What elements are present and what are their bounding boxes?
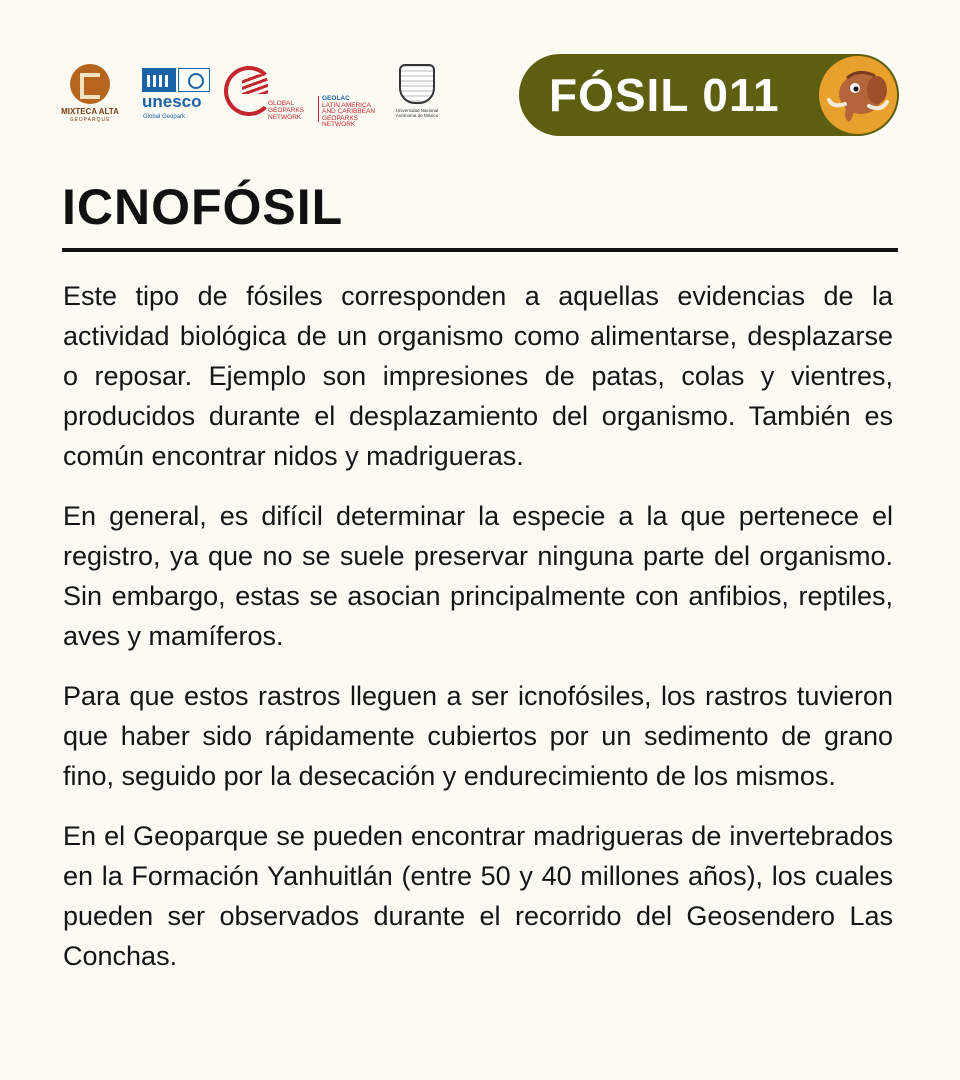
paragraph-1: Este tipo de fósiles corresponden a aquellas evidencias de la actividad biológica de un organismo como alimentarse, desplazarse o reposar. Ejemplo son impresiones de patas, colas y vientres, producidos durante el desplazamiento del organismo. También es común encontrar nidos y madrigueras. [63, 281, 893, 471]
geolac-subtitle: LATIN AMERICA AND CARIBBEAN GEOPARKS NETWORK [322, 101, 376, 128]
mixteca-logo-subtext: GEOPARQUE [69, 117, 111, 123]
page-title: ICNOFÓSIL [62, 179, 344, 235]
logo-divider [318, 96, 319, 122]
unam-logo-text: Universidad Nacional Autónoma de México [395, 108, 439, 118]
global-geoparks-network-logo [224, 66, 384, 126]
partner-logos [58, 62, 458, 132]
ggn-swirl-icon [224, 66, 274, 116]
unesco-logo-subtext: Global Geopark [143, 114, 186, 120]
ggn-logo-text: GLOBAL GEOPARKS NETWORK [268, 100, 305, 121]
unesco-logo [142, 68, 214, 124]
geolac-title: GEOLAC [322, 95, 350, 102]
mixteca-emblem-icon [70, 64, 110, 104]
paragraph-3: Para que estos rastros lleguen a ser icnofósiles, los rastros tuvieron que haber sido rápidamente cubiertos por un sedimento de grano fino, seguido por la desecación y endurecimiento de los mismos. [63, 681, 893, 791]
mammoth-mascot-icon [819, 56, 897, 134]
mixteca-logo-text: MIXTECA ALTA [61, 107, 119, 116]
geopark-ring-icon [178, 68, 210, 92]
paragraph-2: En general, es difícil determinar la especie a la que pertenece el registro, ya que no se suele preservar ninguna parte del organismo. Sin embargo, estas se asocian principalmente con anfibios, reptiles, aves y mamíferos. [63, 501, 893, 651]
unam-logo [394, 64, 440, 126]
paragraph-4: En el Geoparque se pueden encontrar madrigueras de invertebrados en la Formación Yanhuitlán (entre 50 y 40 millones años), los cuales pueden ser observados durante el recorrido del Geosendero Las Conchas. [63, 821, 893, 971]
article-body [63, 276, 893, 996]
mixteca-alta-logo [58, 64, 122, 124]
unam-shield-icon [399, 64, 435, 104]
fossil-number-label: FÓSIL 011 [549, 69, 780, 121]
unesco-temple-icon [142, 68, 176, 92]
geolac-logo-text [322, 96, 384, 129]
title-divider [62, 248, 898, 252]
fossil-number-badge [519, 54, 899, 136]
unesco-logo-text: unesco [142, 92, 202, 111]
